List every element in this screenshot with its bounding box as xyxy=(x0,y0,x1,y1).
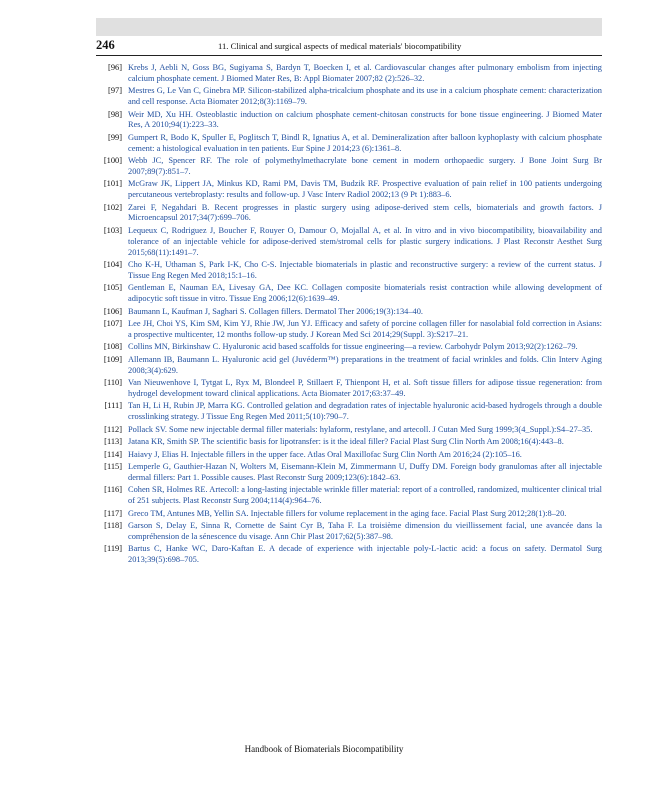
reference-item xyxy=(96,462,602,484)
reference-link[interactable]: Greco TM, Antunes MB, Yellin SA. Injectable fillers for volume replacement in the aging face. Facial Plast Surg 2012;28(1):8–20. xyxy=(128,508,567,518)
reference-number: [110] xyxy=(104,378,122,388)
reference-number: [101] xyxy=(103,179,122,189)
reference-item xyxy=(96,110,602,132)
reference-number: [99] xyxy=(108,132,122,142)
reference-number: [109] xyxy=(103,354,122,364)
reference-number: [113] xyxy=(104,437,122,447)
header-divider xyxy=(96,55,602,56)
reference-link[interactable]: Gentleman E, Nauman EA, Livesay GA, Dee KC. Collagen composite biomaterials resist contraction while allowing development of adipocytic soft tissue in vitro. Tissue Eng 2006;12(6):1639–49. xyxy=(128,283,602,304)
reference-link[interactable]: Gumpert R, Bodo K, Spuller E, Poglitsch T, Bindl R, Ignatius A, et al. Demineralization after balloon kyphoplasty with calcium phosphate cement: a histological evaluation in ten patients. Eur Spine J 2014;23 (6):1361–8. xyxy=(128,132,602,153)
reference-link[interactable]: Cohen SR, Holmes RE. Artecoll: a long-lasting injectable wrinkle filler material: report of a controlled, randomized, multicenter clinical trial of 251 subjects. Plast Reconstr Surg 2004;114(4):964–76. xyxy=(128,485,602,506)
reference-number: [114] xyxy=(104,449,122,459)
reference-item xyxy=(96,226,602,258)
reference-link[interactable]: Jatana KR, Smith SP. The scientific basis for lipotransfer: is it the ideal filler? Facial Plast Surg Clin North Am 2008;16(4):443–8. xyxy=(128,437,564,447)
reference-number: [108] xyxy=(103,342,122,352)
reference-link[interactable]: Allemann IB, Baumann L. Hyaluronic acid gel (Juvéderm™) preparations in the treatment of facial wrinkles and folds. Clin Interv Aging 2008;3(4):629. xyxy=(128,354,602,375)
reference-link[interactable]: Krebs J, Aebli N, Goss BG, Sugiyama S, Bardyn T, Boecken I, et al. Cardiovascular changes after pulmonary embolism from injecting calcium phosphate cement. J Biomed Mater Res, B: Appl Biomater 2007;82 (2):526–32. xyxy=(128,63,602,83)
reference-link[interactable]: Lee JH, Choi YS, Kim SM, Kim YJ, Rhie JW, Jun YJ. Efficacy and safety of porcine collagen filler for nasolabial fold correction in Asians: a prospective multicenter, 12 months follow-up study. J Korean Med Sci 2014;29(Suppl. 3):S217–21. xyxy=(128,319,602,339)
reference-link[interactable]: Bartus C, Hanke WC, Daro-Kaftan E. A decade of experience with injectable poly-L-lactic acid: a focus on safety. Dermatol Surg 2013;39(5):698–705. xyxy=(128,544,602,565)
reference-number: [112] xyxy=(104,424,122,434)
page-number: 246 xyxy=(96,38,115,52)
reference-number: [111] xyxy=(104,401,122,411)
reference-number: [96] xyxy=(108,63,122,72)
reference-number: [115] xyxy=(104,462,122,472)
reference-number: [105] xyxy=(103,283,122,293)
reference-link[interactable]: Tan H, Li H, Rubin JP, Marra KG. Controlled gelation and degradation rates of injectable hyaluronic acid-based hydrogels through a double crosslinking strategy. J Tissue Eng Regen Med 2011;5(10):790–7. xyxy=(128,401,602,422)
reference-item xyxy=(96,86,602,108)
reference-link[interactable]: McGraw JK, Lippert JA, Minkus KD, Rami PM, Davis TM, Budzik RF. Prospective evaluation of pain relief in 100 patients undergoing percutaneous vertebroplasty: results and follow-up. J Vasc Interv Radiol 2002;13 (9 Pt 1):883–6. xyxy=(128,179,602,200)
reference-item xyxy=(96,378,602,400)
reference-item xyxy=(96,425,602,436)
reference-link[interactable]: Haiavy J, Elias H. Injectable fillers in the upper face. Atlas Oral Maxillofac Surg Clin North Am 2016;24 (2):105–16. xyxy=(128,449,522,459)
reference-item xyxy=(96,450,602,461)
reference-link[interactable]: Baumann L, Kaufman J, Saghari S. Collagen fillers. Dermatol Ther 2006;19(3):134–40. xyxy=(128,306,424,316)
reference-link[interactable]: Weir MD, Xu HH. Osteoblastic induction on calcium phosphate cement-chitosan constructs for bone tissue engineering. J Biomed Mater Res, A 2010;94(1):223–33. xyxy=(128,109,602,130)
reference-list xyxy=(96,63,602,568)
reference-item xyxy=(96,319,602,341)
reference-item xyxy=(96,509,602,520)
reference-number: [97] xyxy=(108,86,122,96)
header-band xyxy=(96,18,602,36)
reference-item xyxy=(96,283,602,305)
reference-link[interactable]: Cho K-H, Uthaman S, Park I-K, Cho C-S. Injectable biomaterials in plastic and reconstructive surgery: a review of the current status. J Tissue Eng Regen Med 2018;15:1–16. xyxy=(128,260,602,280)
footer-book-title: Handbook of Biomaterials Biocompatibility xyxy=(244,744,404,754)
reference-item xyxy=(96,521,602,543)
reference-number: [104] xyxy=(103,260,122,270)
running-title: 11. Clinical and surgical aspects of medical materials' biocompatibility xyxy=(218,41,462,51)
reference-item xyxy=(96,355,602,377)
reference-item xyxy=(96,401,602,423)
reference-link[interactable]: Collins MN, Birkinshaw C. Hyaluronic acid based scaffolds for tissue engineering—a review. Carbohydr Polym 2013;92(2):1262–79. xyxy=(128,342,578,352)
reference-number: [106] xyxy=(103,306,122,316)
reference-link[interactable]: Zarei F, Negahdari B. Recent progresses in plastic surgery using adipose-derived stem cells, biomaterials and growth factors. J Microencapsul 2017;34(7):699–706. xyxy=(128,202,602,223)
reference-number: [118] xyxy=(104,521,122,531)
reference-item xyxy=(96,179,602,201)
reference-item xyxy=(96,203,602,225)
reference-item xyxy=(96,544,602,566)
reference-number: [98] xyxy=(108,109,122,119)
reference-item xyxy=(96,485,602,507)
reference-link[interactable]: Van Nieuwenhove I, Tytgat L, Ryx M, Blondeel P, Stillaert F, Thienpont H, et al. Soft tissue fillers for adipose tissue regeneration: from hydrogel development toward clinical applications. Acta Biomater 2017;63:37–49. xyxy=(128,378,602,398)
reference-link[interactable]: Garson S, Delay E, Sinna R, Cornette de Saint Cyr B, Taha F. La troisième dimension du vieillissement facial, une avancée dans la compréhension de la sénescence du visage. Ann Chir Plast 2017;62(5):387–98. xyxy=(128,521,602,541)
reference-item xyxy=(96,437,602,448)
reference-number: [102] xyxy=(103,202,122,212)
reference-number: [100] xyxy=(103,156,122,166)
reference-item xyxy=(96,133,602,155)
reference-number: [107] xyxy=(103,319,122,329)
reference-item xyxy=(96,156,602,178)
reference-item xyxy=(96,307,602,318)
reference-link[interactable]: Mestres G, Le Van C, Ginebra MP. Silicon-stabilized alpha-tricalcium phosphate and its use in a calcium phosphate cement: characterization and cell response. Acta Biomater 2012;8(3):1169–79. xyxy=(128,86,602,107)
reference-number: [119] xyxy=(104,544,122,554)
reference-item xyxy=(96,260,602,282)
reference-link[interactable]: Lemperle G, Gauthier-Hazan N, Wolters M, Eisemann-Klein M, Zimmermann U, Duffy DM. Foreign body granulomas after all injectable dermal fillers: Part 1. Possible causes. Plast Reconstr Surg 2009;123(6):1842–63. xyxy=(128,462,602,482)
reference-link[interactable]: Webb JC, Spencer RF. The role of polymethylmethacrylate bone cement in modern orthopaedic surgery. J Bone Joint Surg Br 2007;89(7):851–7. xyxy=(128,156,602,176)
reference-link[interactable]: Lequeux C, Rodriguez J, Boucher F, Rouyer O, Damour O, Mojallal A, et al. In vitro and in vivo biocompatibility, bioavailability and tolerance of an injectable vehicle for adipose-derived stem/stromal cells for plastic surgery indications. J Plast Reconstr Aesthet Surg 2015;68(11):1491–7. xyxy=(128,225,602,257)
reference-number: [116] xyxy=(104,485,122,495)
reference-number: [103] xyxy=(103,225,122,235)
reference-link[interactable]: Pollack SV. Some new injectable dermal filler materials: hylaform, restylane, and artecoll. J Cutan Med Surg 1999;3(4_Suppl.):S4–27–35. xyxy=(128,424,593,434)
reference-item xyxy=(96,63,602,85)
reference-item xyxy=(96,342,602,353)
reference-number: [117] xyxy=(104,508,122,518)
